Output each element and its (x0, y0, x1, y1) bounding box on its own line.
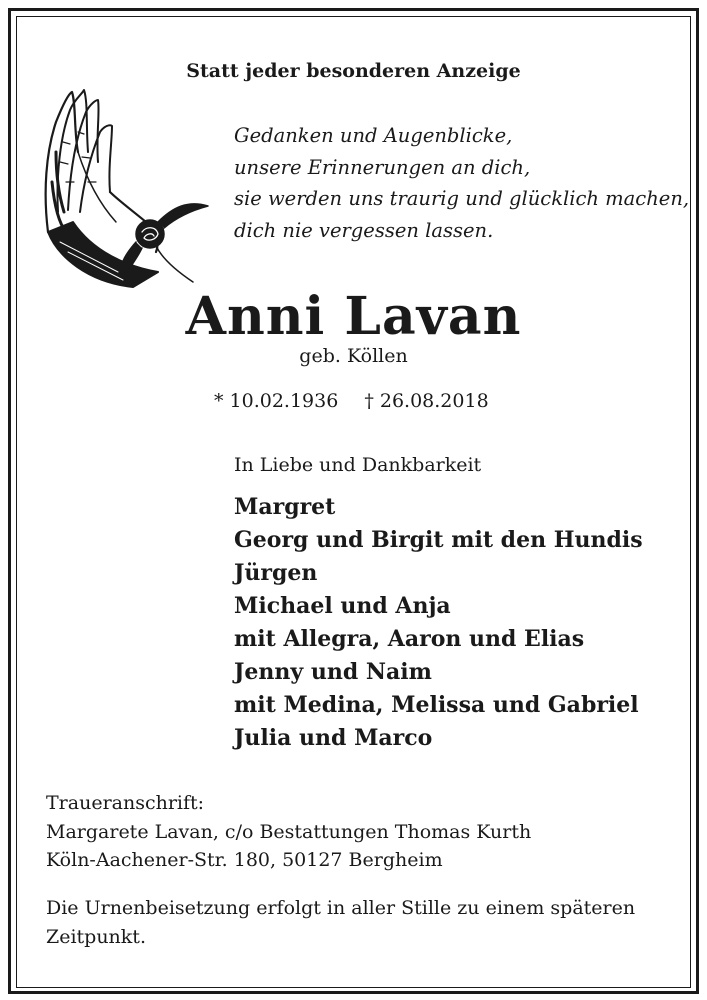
burial-note: Die Urnenbeisetzung erfolgt in aller Stille zu einem späteren Zeitpunkt. (46, 897, 636, 948)
birth-date: * 10.02.1936 (214, 390, 339, 412)
poem-line: unsere Erinnerungen an dich, (234, 155, 531, 179)
family-member: mit Allegra, Aaron und Elias (234, 626, 585, 652)
praying-hands-icon (38, 82, 213, 292)
family-member: Jürgen (234, 560, 318, 586)
maiden-name: geb. Köllen (299, 345, 408, 367)
address-line: Traueranschrift: (46, 792, 205, 814)
poem (234, 120, 689, 246)
heading: Statt jeder besonderen Anzeige (186, 60, 521, 82)
family-member: Michael und Anja (234, 593, 451, 619)
family-member: Julia und Marco (234, 725, 433, 751)
family-member: Georg und Birgit mit den Hundis (234, 527, 643, 553)
address-line: Margarete Lavan, c/o Bestattungen Thomas Kurth (46, 820, 532, 843)
address-line: Köln-Aachener-Str. 180, 50127 Bergheim (46, 849, 443, 871)
gratitude-line: In Liebe und Dankbarkeit (234, 454, 482, 476)
family-list (234, 491, 643, 755)
family-member: Jenny und Naim (234, 659, 432, 685)
poem-line: Gedanken und Augenblicke, (234, 124, 513, 147)
family-member: Margret (234, 494, 336, 520)
poem-line: dich nie vergessen lassen. (234, 218, 494, 242)
deceased-name: Anni Lavan (185, 286, 522, 347)
life-dates (214, 390, 489, 412)
death-date: † 26.08.2018 (364, 390, 489, 412)
poem-line: sie werden uns traurig und glücklich machen, (234, 187, 690, 210)
family-member: mit Medina, Melissa und Gabriel (234, 692, 639, 718)
mourning-address (46, 789, 531, 875)
